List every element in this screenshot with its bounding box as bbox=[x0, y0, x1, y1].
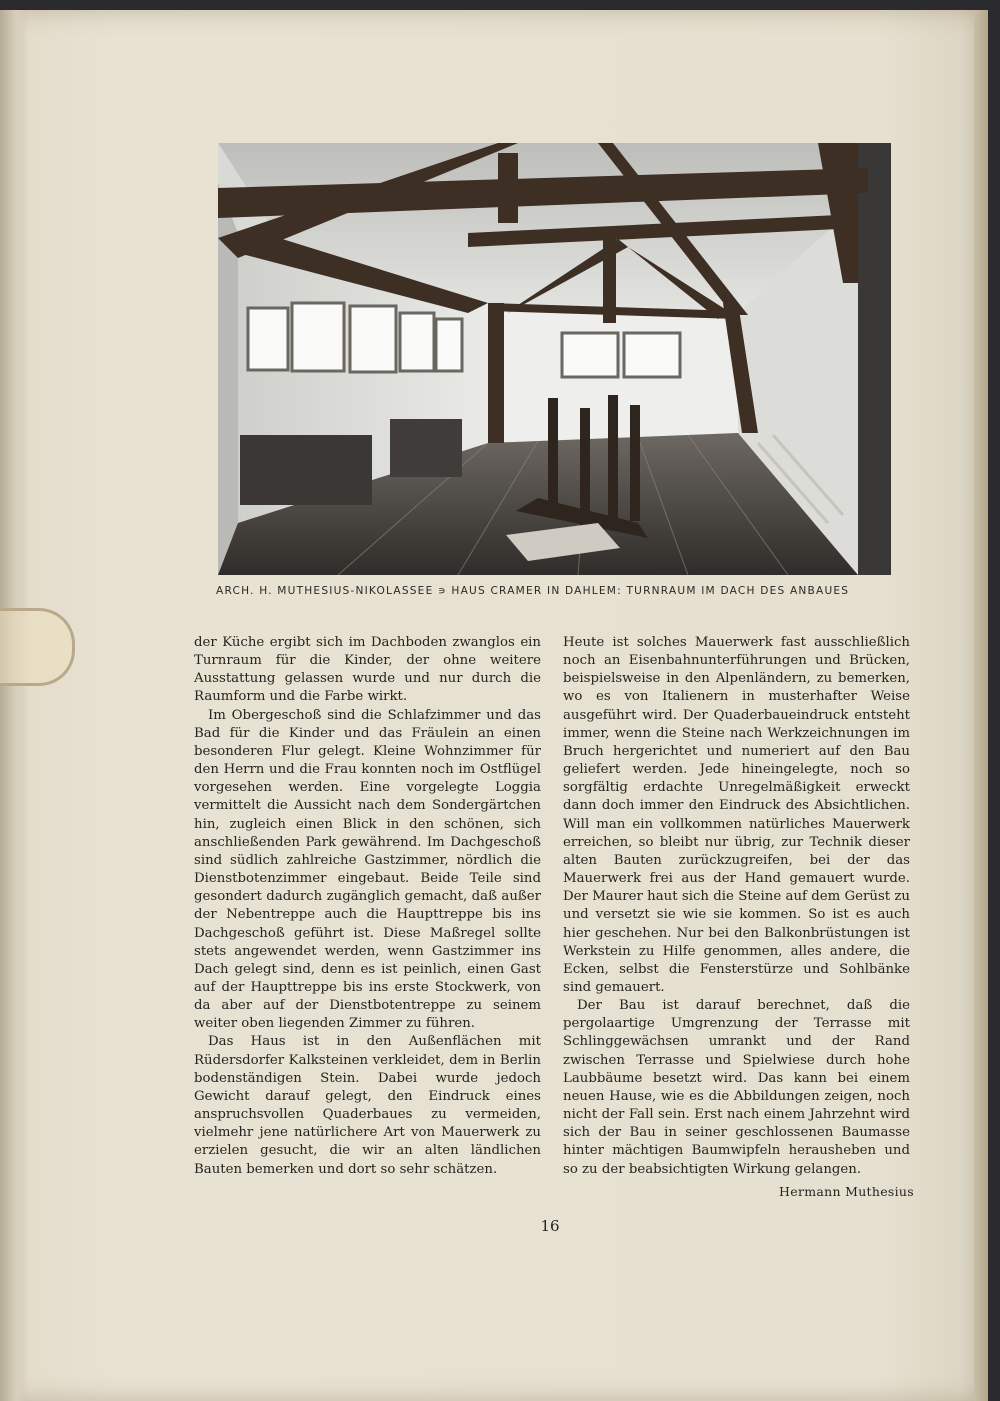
paragraph: Heute ist solches Mauerwerk fast ausschließlich noch an Eisenbahnunterführungen und Brücken, beispielsweise in den Alpenländern, zu bemerken, wo es von Italienern in musterhafter Weise ausgeführt wird. Der Quaderbaueindruck entsteht immer, wenn die Steine nach Werkzeichnungen im Bruch hergerichtet und numeriert auf den Bau geliefert werden. Jede hineingelegte, noch so sorgfältig erdachte Unregelmäßigkeit erweckt dann doch immer den Eindruck des Absichtlichen. Will man ein vollkommen natürliches Mauerwerk erreichen, so bleibt nur übrig, zur Technik dieser alten Bauten zurückzugreifen, bei der das Mauerwerk frei aus der Hand gemauert wurde. Der Maurer haut sich die Steine auf dem Gerüst zu und versetzt sie wie sie kommen. So ist es auch hier geschehen. Nur bei den Balkonbrüstungen ist Werkstein zu Hilfe genommen, alles andere, die Ecken, selbst die Fensterstürze und Sohlbänke sind gemauert. bbox=[563, 635, 910, 995]
paper-clip-icon bbox=[0, 608, 75, 686]
page-number: 16 bbox=[540, 1217, 560, 1235]
attic-gym-photo-drawing bbox=[218, 143, 891, 575]
page-binding bbox=[0, 10, 28, 1401]
author-signature: Hermann Muthesius bbox=[779, 1184, 914, 1199]
left-column bbox=[194, 634, 541, 1179]
photo-caption: ARCH. H. MUTHESIUS-NIKOLASSEE ∍ HAUS CRAMER IN DAHLEM: TURNRAUM IM DACH DES ANBAUES bbox=[216, 585, 850, 597]
paragraph: Das Haus ist in den Außenflächen mit Rüdersdorfer Kalksteinen verkleidet, dem in Berlin bodenständigen Stein. Dabei wurde jedoch Gewicht darauf gelegt, den Eindruck eines anspruchsvollen Quaderbaues zu vermeiden, vielmehr jene natürlichere Art von Mauerwerk zu erzielen gesucht, die wir an alten ländlichen Bauten bemerken und dort so sehr schätzen. bbox=[194, 1034, 541, 1177]
paragraph: der Küche ergibt sich im Dachboden zwanglos ein Turnraum für die Kinder, der ohne weitere Ausstattung gelassen wurde und nur durch die Raumform und die Farbe wirkt. bbox=[194, 635, 541, 705]
right-column bbox=[563, 634, 910, 1179]
attic-gym-photo bbox=[218, 143, 891, 575]
paragraph: Der Bau ist darauf berechnet, daß die pergolaartige Umgrenzung der Terrasse mit Schlinggewächsen umrankt und der Rand zwischen Terrasse und Spielwiese durch hohe Laubbäume besetzt wird. Das kann bei einem neuen Hause, wie es die Abbildungen zeigen, noch nicht der Fall sein. Erst nach einem Jahrzehnt wird sich der Bau in seiner geschlossenen Baumasse hinter mächtigen Baumwipfeln herausheben und so zu der beabsichtigten Wirkung gelangen. bbox=[563, 998, 910, 1177]
paragraph: Im Obergeschoß sind die Schlafzimmer und das Bad für die Kinder und das Fräulein an einen besonderen Flur gelegt. Kleine Wohnzimmer für den Herrn und die Frau konnten noch im Ostflügel vorgesehen werden. Eine vorgelegte Loggia vermittelt die Aussicht nach dem Sondergärtchen hin, zugleich einen Blick in den schönen, sich anschließenden Park gewährend. Im Dachgeschoß sind südlich zahlreiche Gastzimmer, nördlich die Dienstbotenzimmer eingebaut. Beide Teile sind gesondert dadurch zugänglich gemacht, daß außer der Nebentreppe auch die Haupttreppe bis ins Dachgeschoß geführt ist. Diese Maßregel sollte stets angewendet werden, wenn Gastzimmer ins Dach gelegt sind, denn es ist peinlich, einen Gast auf der Haupttreppe bis ins erste Stockwerk, von da aber auf der Dienstbotentreppe zu seinem weiter oben liegenden Zimmer zu führen. bbox=[194, 707, 541, 1032]
page-edge bbox=[974, 10, 988, 1401]
